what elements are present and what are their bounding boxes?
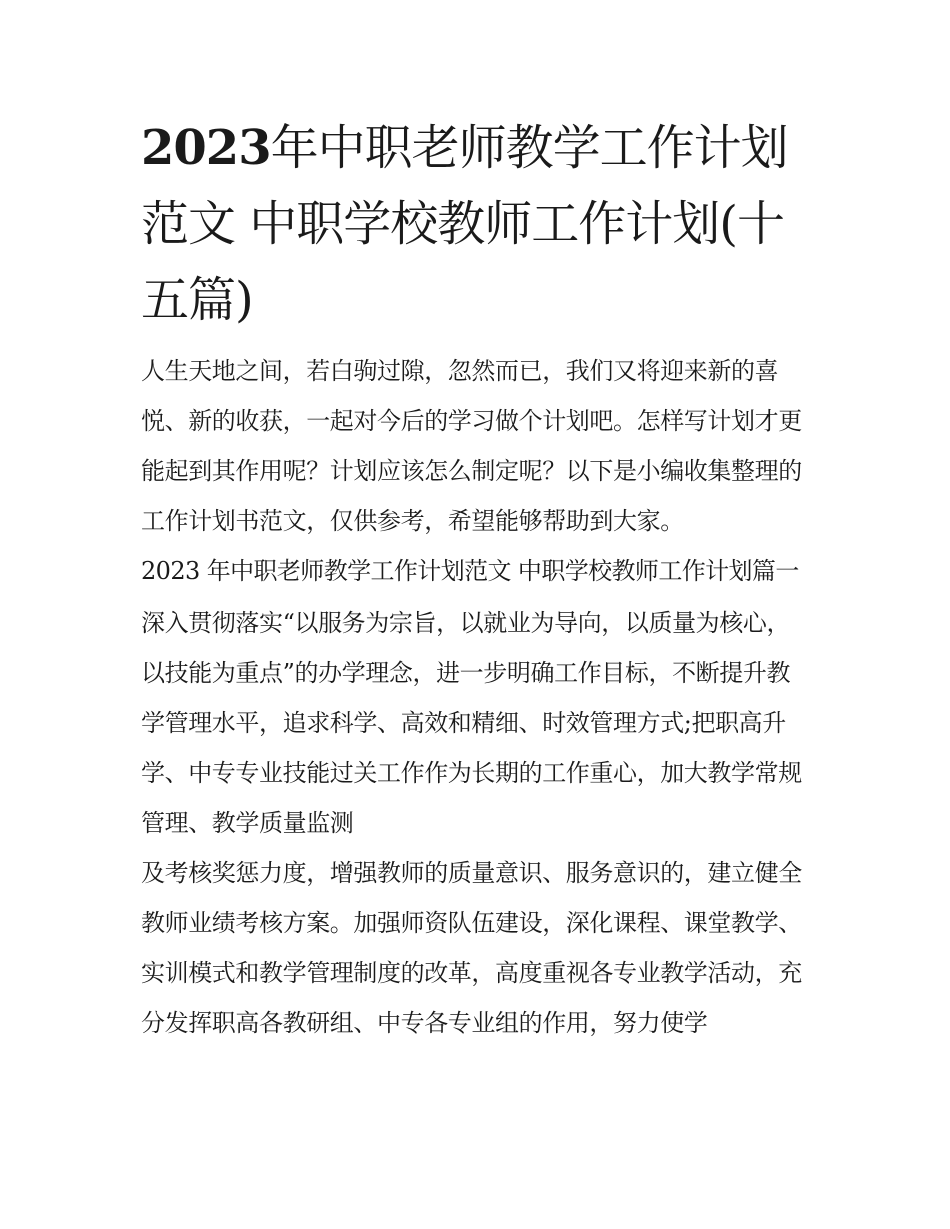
title-year: 2023 [141,120,271,176]
document-body [141,346,813,1048]
body-paragraph-1: 深入贯彻落实“以服务为宗旨，以就业为导向，以质量为核心，以技能为重点”的办学理念，进一步明确工作目标，不断提升教学管理水平，追求科学、高效和精细、时效管理方式;把职高升学、中专专业技能过关工作作为长期的工作重心，加大教学常规管理、教学质量监测 [141,609,802,837]
document-title [141,110,813,338]
body-paragraph-2: 及考核奖惩力度，增强教师的质量意识、服务意识的，建立健全教师业绩考核方案。加强师资队伍建设，深化课程、课堂教学、实训模式和教学管理制度的改革，高度重视各专业教学活动，充分发挥职高各教研组、中专各专业组的作用，努力使学 [141,859,802,1037]
section-heading: 2023 年中职老师教学工作计划范文 中职学校教师工作计划篇一 [141,557,799,585]
title-text: 年中职老师教学工作计划范文 中职学校教师工作计划(十五篇) [141,120,788,328]
intro-paragraph: 人生天地之间，若白驹过隙，忽然而已，我们又将迎来新的喜悦、新的收获，一起对今后的学习做个计划吧。怎样写计划才更能起到其作用呢？计划应该怎么制定呢？以下是小编收集整理的工作计划书范文，仅供参考，希望能够帮助到大家。 [141,357,802,535]
document-page [141,110,813,1048]
